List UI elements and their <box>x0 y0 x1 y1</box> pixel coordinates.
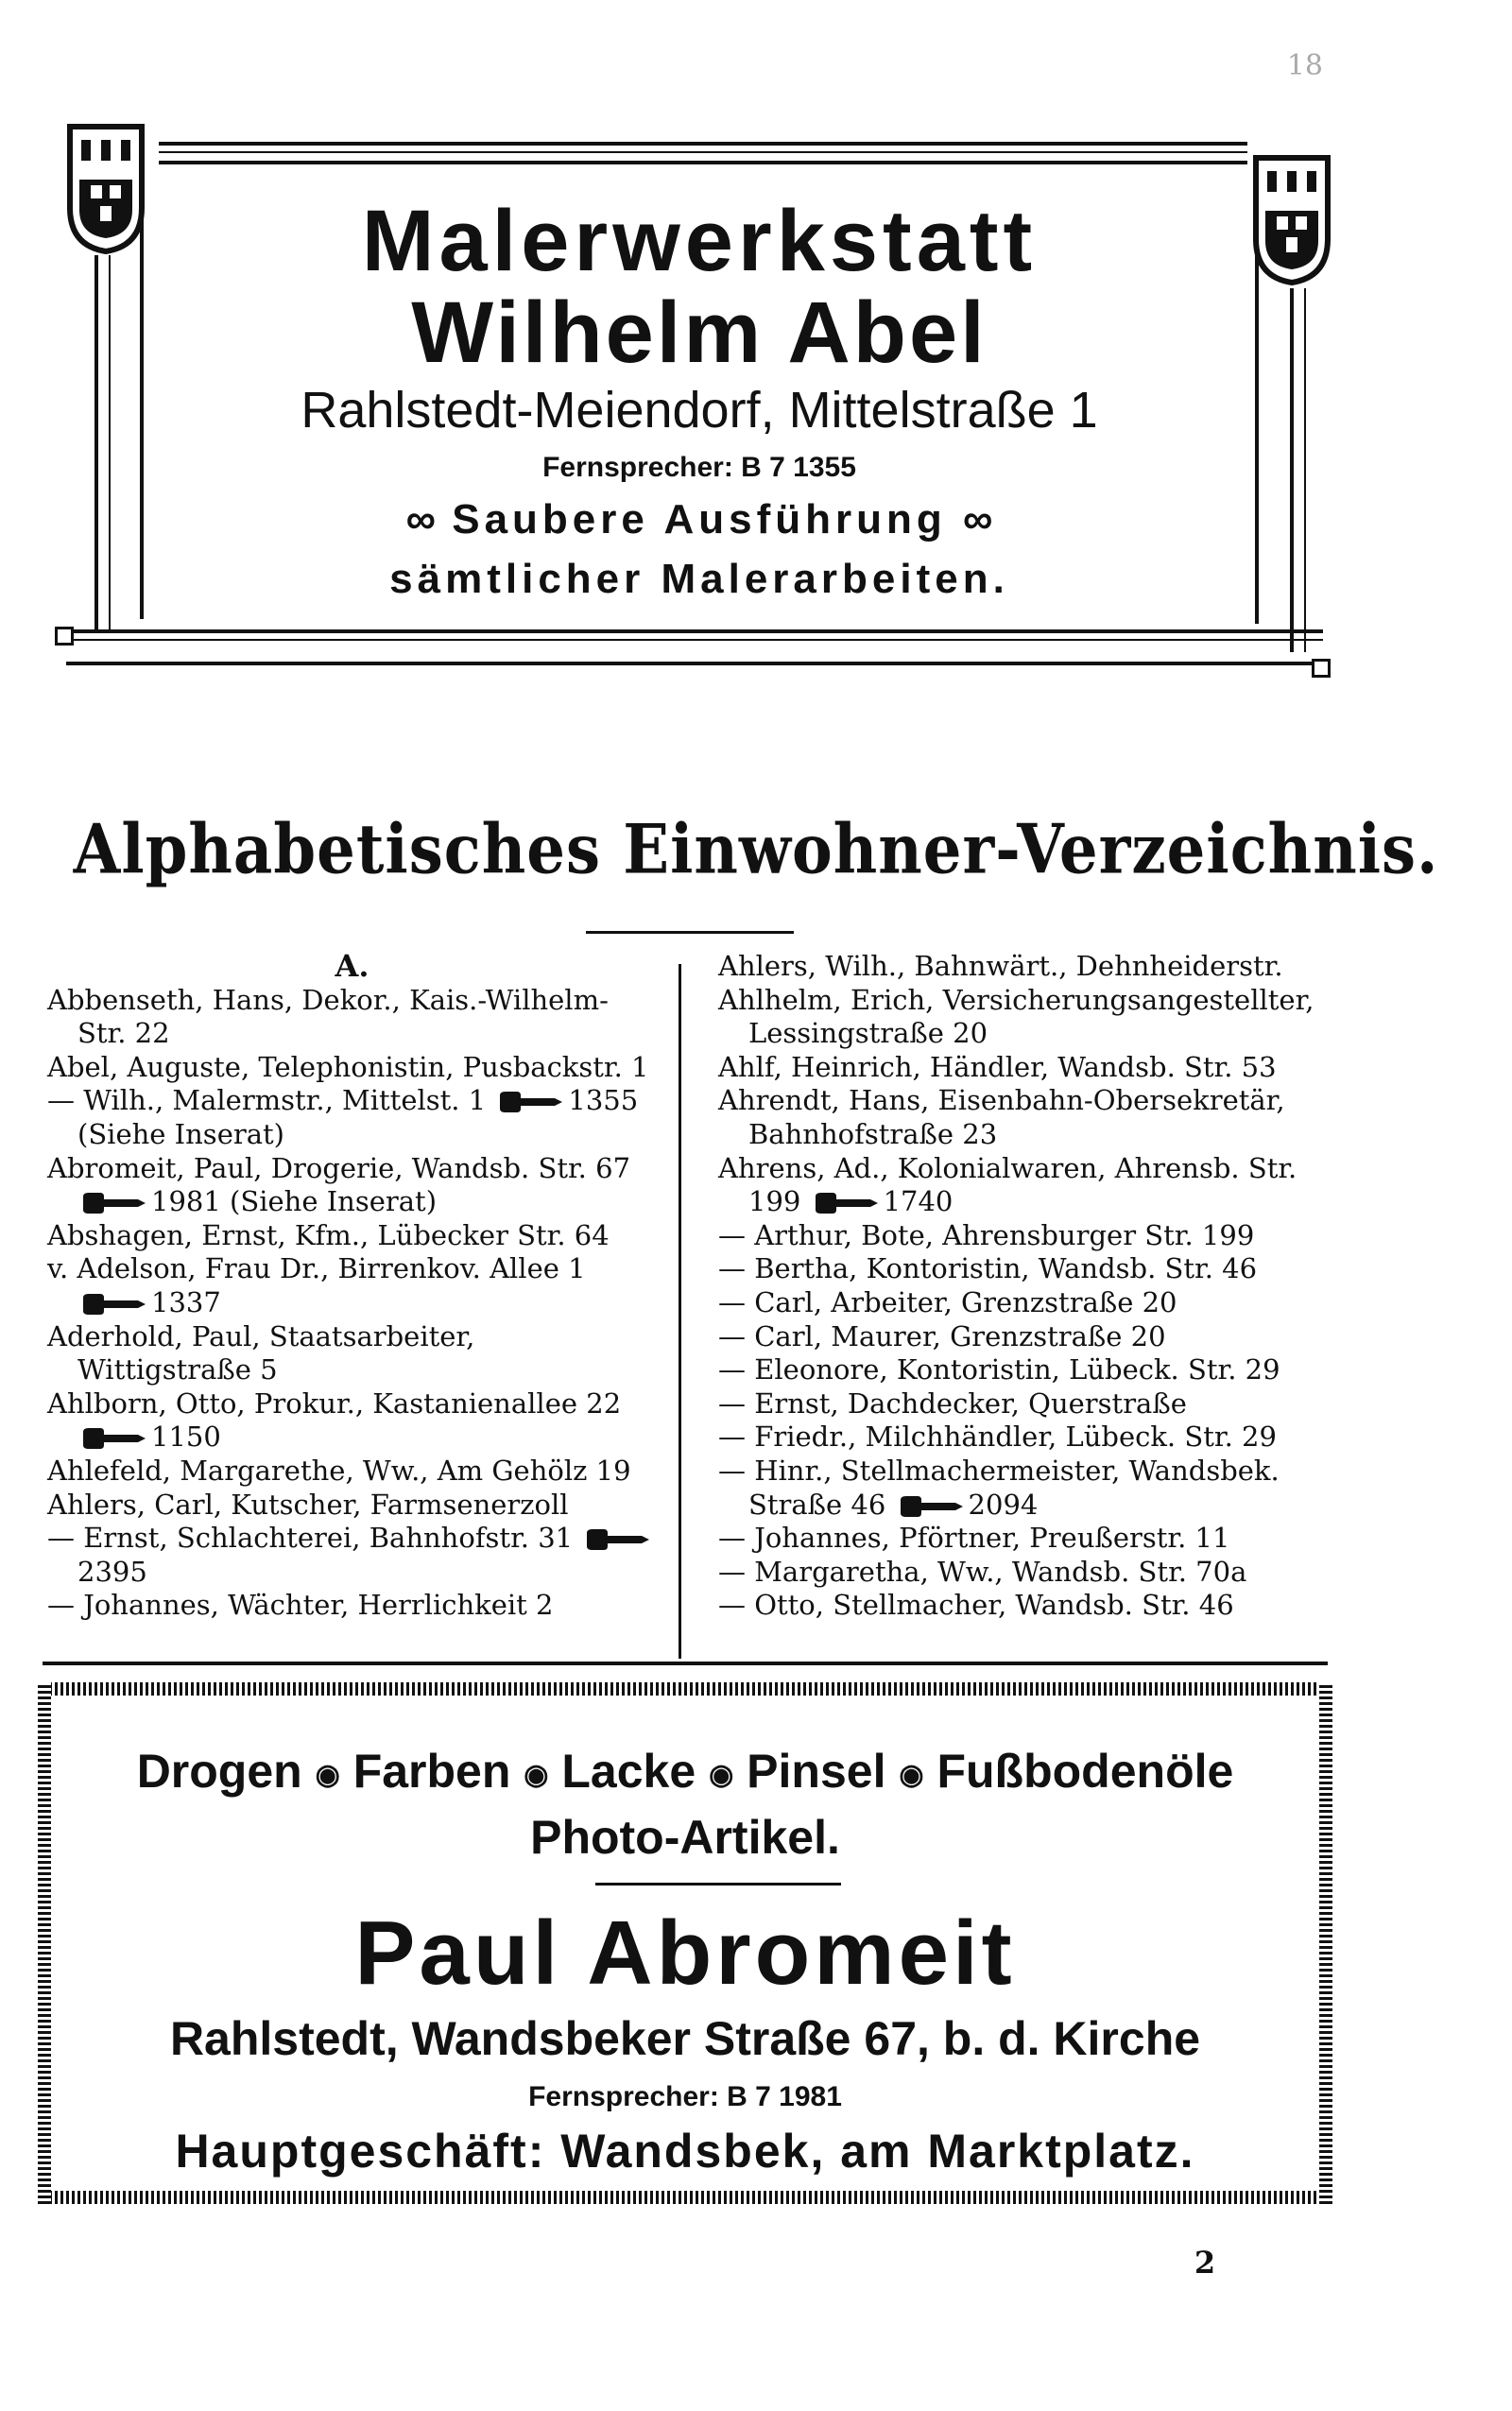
directory-entry <box>47 1489 657 1523</box>
product-list-line2: Photo-Artikel. <box>530 1811 840 1864</box>
directory-entry <box>47 1051 657 1085</box>
directory-entry <box>718 1084 1342 1151</box>
ad-slogan-line1 <box>142 496 1257 543</box>
entry-text: — Arthur, Bote, Ahrensburger Str. 199 <box>718 1218 1255 1251</box>
entry-text: — Johannes, Wächter, Herrlichkeit 2 <box>47 1589 554 1622</box>
directory-entry <box>47 1252 657 1319</box>
directory-entry <box>47 984 657 1051</box>
entry-text: Ahlers, Carl, Kutscher, Farmsenerzoll <box>47 1488 569 1521</box>
telephone-pointer-icon <box>899 1494 965 1519</box>
entry-text: v. Adelson, Frau Dr., Birrenkov. Allee 1 <box>47 1252 586 1285</box>
ad-address: Rahlstedt, Wandsbeker Straße 67, b. d. Kirche <box>169 2012 1201 2065</box>
product-item: Pinsel <box>747 1745 886 1798</box>
corner-square <box>1312 659 1331 678</box>
entry-text: Ahlborn, Otto, Prokur., Kastanienallee 22 <box>47 1386 622 1420</box>
hatched-border-top <box>38 1682 1332 1696</box>
directory-entry <box>47 1320 657 1387</box>
ad-abromeit <box>38 1682 1332 2230</box>
ad-phone: Fernsprecher: B 7 1981 <box>528 2081 842 2112</box>
ad-top-rule <box>159 161 1247 164</box>
ornament-icon: ∞ <box>962 496 993 542</box>
product-list <box>38 1744 1332 1799</box>
entry-note: (Siehe Inserat) <box>230 1185 438 1218</box>
directory-entry <box>718 1152 1342 1219</box>
corner-square <box>55 627 74 646</box>
entry-text: — Eleonore, Kontoristin, Lübeck. Str. 29 <box>718 1353 1280 1386</box>
entry-text: Abromeit, Paul, Drogerie, Wandsb. Str. 67 <box>47 1151 631 1184</box>
entry-text: Abbenseth, Hans, Dekor., Kais.-Wilhelm-Str. 22 <box>47 983 609 1050</box>
entry-text: — Hinr., Stellmachermeister, Wandsbek. Straße 46 <box>718 1454 1280 1521</box>
directory-entry <box>718 1051 1342 1085</box>
ornament-icon: ∞ <box>405 496 436 542</box>
hatched-border-bottom <box>38 2191 1332 2204</box>
directory-entry <box>718 1455 1342 1522</box>
directory-entry <box>718 984 1342 1051</box>
page-header-number: 18 <box>1286 49 1323 82</box>
directory-entry <box>718 1353 1342 1387</box>
entry-note: (Siehe Inserat) <box>77 1117 284 1150</box>
entry-phone-number: 1150 <box>151 1421 221 1454</box>
ad-business-name: Paul Abromeit <box>354 1903 1016 2004</box>
ad-top-rule <box>159 151 1247 153</box>
ad-business-name: Wilhelm Abel <box>411 284 988 381</box>
telephone-pointer-icon <box>814 1191 880 1215</box>
bullet-icon: ◉ <box>524 1759 549 1791</box>
coat-of-arms-left-icon <box>66 123 146 255</box>
directory-entry <box>718 1522 1342 1556</box>
telephone-pointer-icon <box>585 1527 651 1552</box>
entry-text: Abel, Auguste, Telephonistin, Pusbackstr. 1 <box>47 1050 649 1083</box>
entry-text: — Bertha, Kontoristin, Wandsb. Str. 46 <box>718 1252 1258 1285</box>
directory-column-left <box>47 950 657 1623</box>
ad-main-store: Hauptgeschäft: Wandsbek, am Marktplatz. <box>175 2125 1195 2178</box>
telephone-pointer-icon <box>81 1426 147 1451</box>
entry-list-left <box>47 984 657 1623</box>
entry-phone-number: 1740 <box>883 1185 954 1218</box>
directory-column-right <box>718 950 1342 1623</box>
product-item: Lacke <box>561 1745 696 1798</box>
directory-title: Alphabetisches Einwohner-Verzeichnis. <box>73 810 1439 890</box>
directory-entry <box>47 1219 657 1253</box>
entry-text: — Carl, Maurer, Grenzstraße 20 <box>718 1319 1166 1352</box>
entry-text: — Carl, Arbeiter, Grenzstraße 20 <box>718 1285 1177 1318</box>
column-divider <box>679 964 681 1659</box>
entry-text: Ahlf, Heinrich, Händler, Wandsb. Str. 53 <box>718 1050 1277 1083</box>
separator-rule <box>43 1662 1328 1665</box>
coat-of-arms-right-icon <box>1252 154 1332 286</box>
entry-list-right <box>718 950 1342 1623</box>
ad-address: Rahlstedt-Meiendorf, Mittelstraße 1 <box>301 382 1098 439</box>
ad-side-rule <box>109 255 111 633</box>
ad-phone: Fernsprecher: B 7 1355 <box>542 452 856 483</box>
entry-phone-number: 2094 <box>968 1488 1039 1521</box>
bullet-icon: ◉ <box>899 1759 924 1791</box>
entry-text: — Friedr., Milchhändler, Lübeck. Str. 29 <box>718 1421 1277 1454</box>
slogan-text: Saubere Ausführung <box>452 496 947 542</box>
telephone-pointer-icon <box>81 1191 147 1215</box>
section-letter: A. <box>335 948 369 984</box>
ad-bottom-rule <box>66 662 1323 665</box>
directory-entry <box>718 1252 1342 1286</box>
directory-entry <box>47 1455 657 1489</box>
ad-slogan-line2: sämtlicher Malerarbeiten. <box>389 556 1009 602</box>
entry-text: Ahrens, Ad., Kolonialwaren, Ahrensb. Str. 199 <box>718 1151 1297 1218</box>
ad-side-rule <box>94 255 98 633</box>
directory-entry <box>47 1589 657 1623</box>
entry-text: — Wilh., Malermstr., Mittelst. 1 <box>47 1084 487 1117</box>
entry-text: Abshagen, Ernst, Kfm., Lübecker Str. 64 <box>47 1218 610 1251</box>
entry-text: — Otto, Stellmacher, Wandsb. Str. 46 <box>718 1589 1234 1622</box>
ad-bottom-rule <box>66 629 1323 633</box>
directory-entry <box>718 1556 1342 1590</box>
ad-side-rule <box>1304 288 1306 652</box>
entry-phone-number: 2395 <box>77 1555 147 1588</box>
entry-phone-number: 1337 <box>151 1285 221 1318</box>
directory-entry <box>718 1421 1342 1455</box>
entry-text: — Margaretha, Ww., Wandsb. Str. 70a <box>718 1555 1247 1588</box>
ad-side-rule <box>1290 288 1294 652</box>
product-item: Farben <box>352 1745 511 1798</box>
entry-text: Aderhold, Paul, Staatsarbeiter, Wittigstraße 5 <box>47 1319 475 1386</box>
directory-entry <box>718 1589 1342 1623</box>
directory-entry <box>718 1320 1342 1354</box>
directory-entry <box>47 1387 657 1455</box>
page-number: 2 <box>1194 2245 1216 2281</box>
bullet-icon: ◉ <box>709 1759 734 1791</box>
entry-phone-number: 1355 <box>568 1084 639 1117</box>
directory-entry <box>718 950 1342 984</box>
entry-text: — Johannes, Pförtner, Preußerstr. 11 <box>718 1522 1230 1555</box>
title-underline <box>586 931 794 934</box>
ad-title: Malerwerkstatt <box>361 193 1038 289</box>
entry-text: — Ernst, Schlachterei, Bahnhofstr. 31 <box>47 1522 574 1555</box>
ad-divider <box>595 1883 841 1886</box>
entry-text: Ahlers, Wilh., Bahnwärt., Dehnheiderstr. <box>718 950 1283 982</box>
telephone-pointer-icon <box>81 1292 147 1317</box>
entry-text: — Ernst, Dachdecker, Querstraße <box>718 1386 1187 1420</box>
directory-entry <box>718 1219 1342 1253</box>
directory-entry <box>718 1286 1342 1320</box>
entry-text: Ahlefeld, Margarethe, Ww., Am Gehölz 19 <box>47 1454 631 1487</box>
product-item: Fußbodenöle <box>936 1745 1234 1798</box>
directory-entry <box>47 1522 657 1589</box>
directory-entry <box>47 1152 657 1219</box>
product-item: Drogen <box>136 1745 302 1798</box>
entry-phone-number: 1981 <box>151 1185 221 1218</box>
entry-text: Ahlhelm, Erich, Versicherungsangestellter, Lessingstraße 20 <box>718 983 1314 1050</box>
telephone-pointer-icon <box>498 1090 564 1114</box>
ad-top-rule <box>159 142 1247 146</box>
ad-bottom-rule <box>66 639 1323 641</box>
directory-entry <box>718 1387 1342 1421</box>
ad-malerwerkstatt <box>0 0 1512 699</box>
bullet-icon: ◉ <box>315 1759 340 1791</box>
directory-entry <box>47 1084 657 1151</box>
entry-text: Ahrendt, Hans, Eisenbahn-Obersekretär, Bahnhofstraße 23 <box>718 1084 1285 1150</box>
